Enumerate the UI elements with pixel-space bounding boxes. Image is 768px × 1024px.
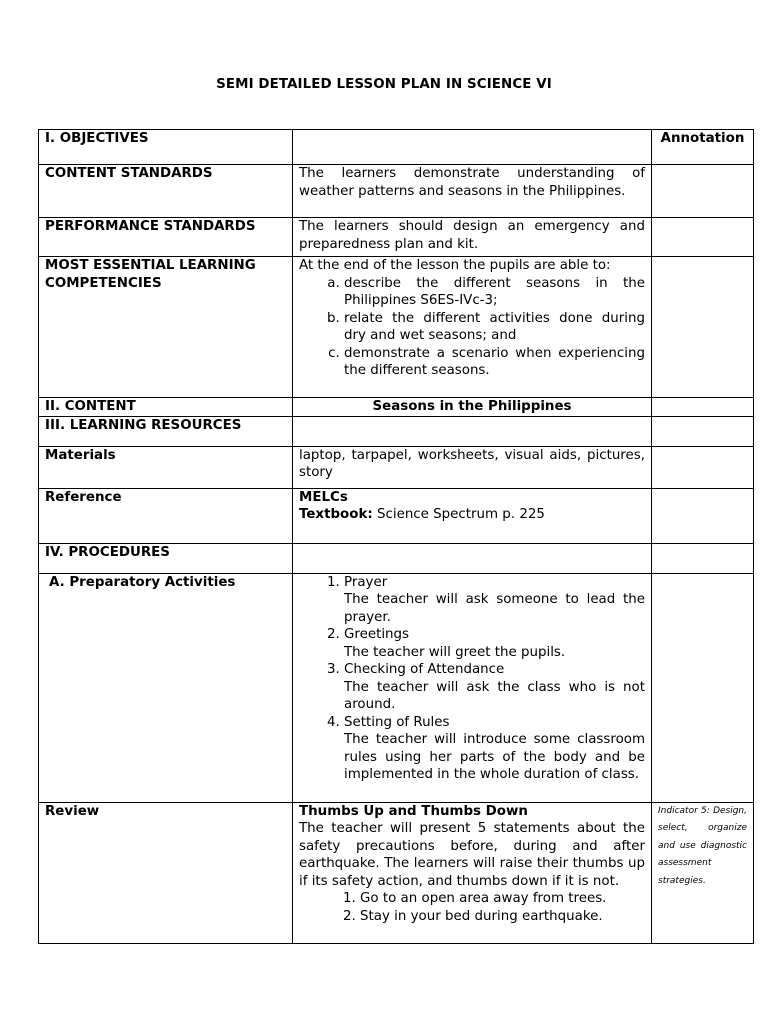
content-standards-label: CONTENT STANDARDS [39,165,293,218]
list-item: a. describe the different seasons in the Philippines S6ES-IVc-3; [344,275,645,310]
learning-resources-row [39,416,754,446]
procedures-label: IV. PROCEDURES [39,543,293,573]
content-text: Seasons in the Philippines [293,398,652,417]
reference-textbook [299,506,645,524]
melc-label: MOST ESSENTIAL LEARNING COMPETENCIES [39,257,293,398]
reference-label: Reference [39,488,293,543]
objectives-label: I. OBJECTIVES [39,130,293,165]
preparatory-list [299,574,645,784]
annotation-header: Annotation [652,130,754,165]
item-desc: The teacher will ask the class who is not around. [344,679,645,712]
procedures-cell [293,543,652,573]
reference-cell [293,488,652,543]
list-item [344,574,645,627]
objectives-cell [293,130,652,165]
content-standards-text: The learners demonstrate understanding of weather patterns and seasons in the Philippines. [293,165,652,218]
annotation-cell [652,488,754,543]
review-label: Review [39,802,293,943]
annotation-cell [652,165,754,218]
indicator-annotation: Indicator 5: Design, select, organize and use diagnostic assessment strategies. [652,802,754,943]
learning-resources-cell [293,416,652,446]
item-desc: The teacher will introduce some classroom rules using her parts of the body and be implemented in the whole duration of class. [344,732,645,782]
list-item [344,626,645,661]
reference-row [39,488,754,543]
list-item: b. relate the different activities done during dry and wet seasons; and [344,310,645,345]
item-title: 2. Greetings [344,627,409,642]
textbook-value: Science Spectrum p. 225 [377,507,545,522]
review-cell [293,802,652,943]
preparatory-label: A. Preparatory Activities [39,573,293,802]
review-row [39,802,754,943]
lesson-plan-table [38,129,754,944]
reference-melcs: MELCs [299,489,348,505]
review-statement: 1. Go to an open area away from trees. [343,891,607,906]
list-item [344,714,645,784]
annotation-cell [652,257,754,398]
performance-standards-text: The learners should design an emergency and preparedness plan and kit. [293,218,652,257]
annotation-cell [652,398,754,417]
content-row [39,398,754,417]
item-title: 4. Setting of Rules [344,714,450,730]
materials-label: Materials [39,446,293,488]
performance-standards-label: PERFORMANCE STANDARDS [39,218,293,257]
page-title: SEMI DETAILED LESSON PLAN IN SCIENCE VI [216,77,552,92]
melc-row [39,257,754,398]
list-item [344,661,645,714]
item-desc: The teacher will ask someone to lead the prayer. [344,592,645,625]
textbook-label: Textbook: [299,507,373,522]
materials-text: laptop, tarpapel, worksheets, visual aids, pictures, story [293,446,652,488]
annotation-cell [652,416,754,446]
annotation-cell [652,446,754,488]
melc-cell [293,257,652,398]
review-heading: Thumbs Up and Thumbs Down [299,803,528,819]
annotation-cell [652,543,754,573]
content-label: II. CONTENT [39,398,293,417]
item-title: 3. Checking of Attendance [344,662,505,677]
preparatory-row [39,573,754,802]
melc-intro: At the end of the lesson the pupils are able to: [299,258,611,273]
materials-row [39,446,754,488]
item-desc: The teacher will greet the pupils. [344,644,566,660]
learning-resources-label: III. LEARNING RESOURCES [39,416,293,446]
annotation-cell [652,218,754,257]
item-title: 1. Prayer [344,574,388,590]
list-item: c. demonstrate a scenario when experiencing the different seasons. [344,345,645,380]
objectives-row [39,130,754,165]
annotation-cell [652,573,754,802]
review-statement: 2. Stay in your bed during earthquake. [343,908,603,924]
preparatory-cell [293,573,652,802]
content-standards-row [39,165,754,218]
procedures-row [39,543,754,573]
performance-standards-row [39,218,754,257]
melc-list [299,275,645,380]
review-text: The teacher will present 5 statements about the safety precautions before, during and after earthquake. The learners will raise their thumbs up if its safety action, and thumbs down if it is not. [299,821,645,889]
